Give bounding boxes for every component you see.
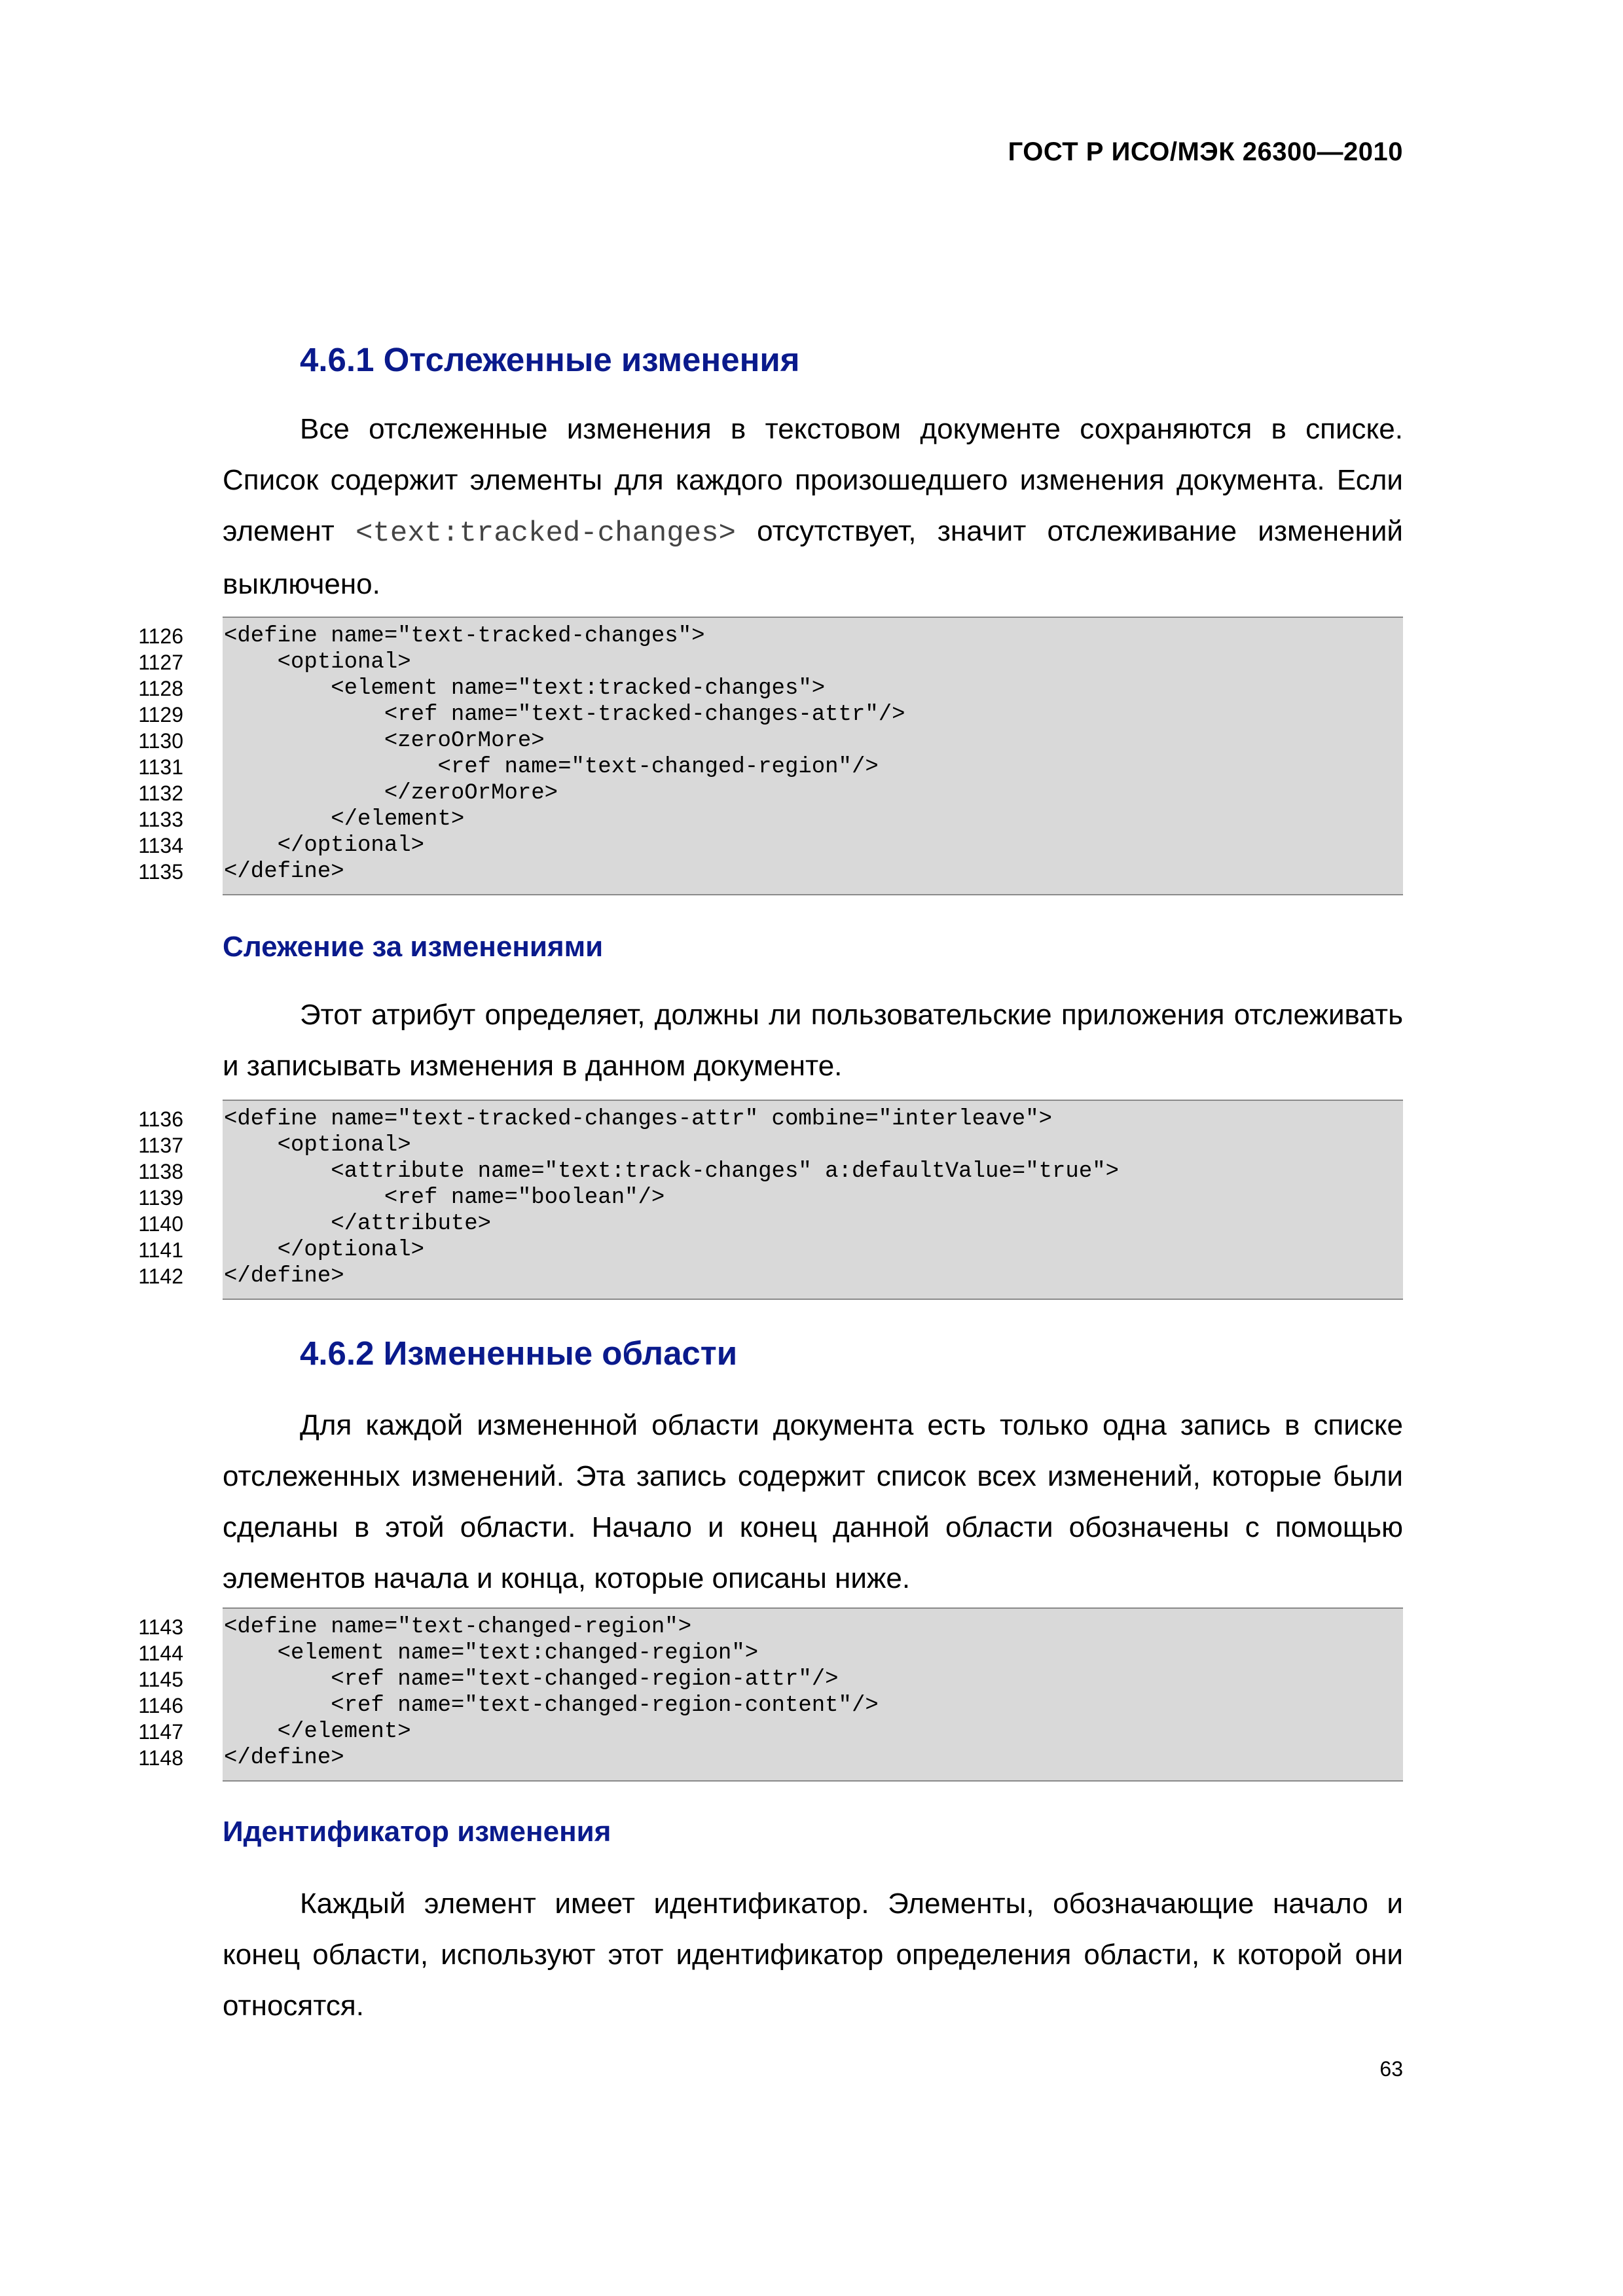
line-number: 1148 — [138, 1746, 183, 1770]
page-number: 63 — [1379, 2057, 1403, 2081]
line-number: 1147 — [138, 1720, 183, 1744]
code-text: <element name="text:tracked-changes"> — [224, 676, 826, 701]
line-number: 1130 — [138, 729, 183, 753]
code-text: <ref name="text-changed-region-content"/> — [224, 1693, 879, 1718]
code-text: <attribute name="text:track-changes" a:defaultValue="true"> — [224, 1159, 1120, 1184]
code-text: </define> — [224, 859, 344, 884]
code-listing-tracked-changes — [138, 617, 1403, 895]
code-text: </element> — [224, 1719, 411, 1744]
code-line — [138, 1719, 1403, 1745]
line-number: 1131 — [138, 755, 183, 779]
code-line — [138, 806, 1403, 833]
line-number: 1129 — [138, 703, 183, 726]
code-text: </optional> — [224, 833, 425, 858]
code-text: <element name="text:changed-region"> — [224, 1641, 759, 1666]
running-header: ГОСТ Р ИСО/МЭК 26300—2010 — [1008, 137, 1403, 166]
code-line — [138, 623, 1403, 649]
code-line — [138, 649, 1403, 675]
code-line — [138, 754, 1403, 780]
code-line — [138, 1693, 1403, 1719]
code-line — [138, 1614, 1403, 1640]
line-number: 1144 — [138, 1641, 183, 1665]
line-number: 1132 — [138, 781, 183, 805]
code-text: </optional> — [224, 1238, 425, 1263]
code-text: <zeroOrMore> — [224, 728, 545, 753]
code-text: </element> — [224, 807, 465, 832]
code-line — [138, 1745, 1403, 1771]
line-number: 1139 — [138, 1186, 183, 1210]
section-heading-4-6-1: 4.6.1 Отслеженные изменения — [300, 341, 800, 378]
line-number: 1142 — [138, 1265, 183, 1288]
paragraph-text-after: отсутствует, значит отслеживание изменений выключено. — [223, 515, 1403, 600]
code-line — [138, 702, 1403, 728]
code-text: <optional> — [224, 1133, 411, 1158]
line-number: 1133 — [138, 808, 183, 831]
code-text: </attribute> — [224, 1211, 492, 1236]
line-number: 1126 — [138, 624, 183, 648]
code-text: </define> — [224, 1746, 344, 1770]
line-number: 1140 — [138, 1212, 183, 1236]
subsection-tracking-paragraph: Этот атрибут определяет, должны ли пользовательские приложения отслеживать и записывать изменения в данном документе. — [223, 999, 1403, 1082]
inline-code-element: <text:tracked-changes> — [356, 517, 736, 550]
line-number: 1145 — [138, 1668, 183, 1691]
code-listing-changed-region — [138, 1607, 1403, 1782]
code-text: <ref name="text-tracked-changes-attr"/> — [224, 702, 905, 727]
code-text: <ref name="text-changed-region-attr"/> — [224, 1667, 839, 1692]
code-line — [138, 1666, 1403, 1693]
code-text: </define> — [224, 1264, 344, 1289]
line-number: 1128 — [138, 677, 183, 700]
code-line — [138, 1640, 1403, 1666]
code-line — [138, 675, 1403, 702]
line-number: 1137 — [138, 1134, 183, 1157]
code-line — [138, 1158, 1403, 1185]
line-number: 1135 — [138, 860, 183, 884]
code-listing-tracked-changes-attr — [138, 1100, 1403, 1300]
code-line — [138, 1132, 1403, 1158]
code-line — [138, 780, 1403, 806]
section-heading-4-6-2: 4.6.2 Измененные области — [300, 1335, 738, 1372]
code-text: </zeroOrMore> — [224, 781, 558, 806]
subsection-change-id-paragraph: Каждый элемент имеет идентификатор. Элементы, обозначающие начало и конец области, используют этот идентификатор определения области, к которой они относятся. — [223, 1888, 1403, 2022]
code-text: <define name="text-tracked-changes"> — [224, 624, 705, 649]
line-number: 1138 — [138, 1160, 183, 1183]
code-line — [138, 833, 1403, 859]
code-text: <ref name="boolean"/> — [224, 1185, 665, 1210]
line-number: 1141 — [138, 1238, 183, 1262]
line-number: 1127 — [138, 651, 183, 674]
section-4-6-2-paragraph: Для каждой измененной области документа есть только одна запись в списке отслеженных изменений. Эта запись содержит список всех изменений, которые были сделаны в этой области. Начало и конец данной области обозначены с помощью элементов начала и конца, которые описаны ниже. — [223, 1409, 1403, 1594]
code-line — [138, 1106, 1403, 1132]
code-text: <define name="text-tracked-changes-attr" combine="interleave"> — [224, 1107, 1053, 1132]
code-line — [138, 728, 1403, 754]
subsection-heading-tracking: Слежение за изменениями — [223, 931, 604, 963]
line-number: 1134 — [138, 834, 183, 857]
paragraph-text-before: Все отслеженные изменения в текстовом документе сохраняются в списке. Список содержит элементы для каждого произошедшего изменения документа. Если элемент — [223, 413, 1403, 547]
code-text: <ref name="text-changed-region"/> — [224, 755, 879, 780]
line-number: 1146 — [138, 1694, 183, 1717]
code-line — [138, 859, 1403, 885]
section-4-6-1-paragraph — [223, 404, 1403, 610]
line-number: 1143 — [138, 1615, 183, 1639]
code-line — [138, 1237, 1403, 1263]
subsection-heading-change-id: Идентификатор изменения — [223, 1816, 611, 1848]
code-line — [138, 1211, 1403, 1237]
code-line — [138, 1185, 1403, 1211]
code-text: <optional> — [224, 650, 411, 675]
code-line — [138, 1263, 1403, 1289]
line-number: 1136 — [138, 1107, 183, 1131]
code-text: <define name="text-changed-region"> — [224, 1615, 692, 1640]
